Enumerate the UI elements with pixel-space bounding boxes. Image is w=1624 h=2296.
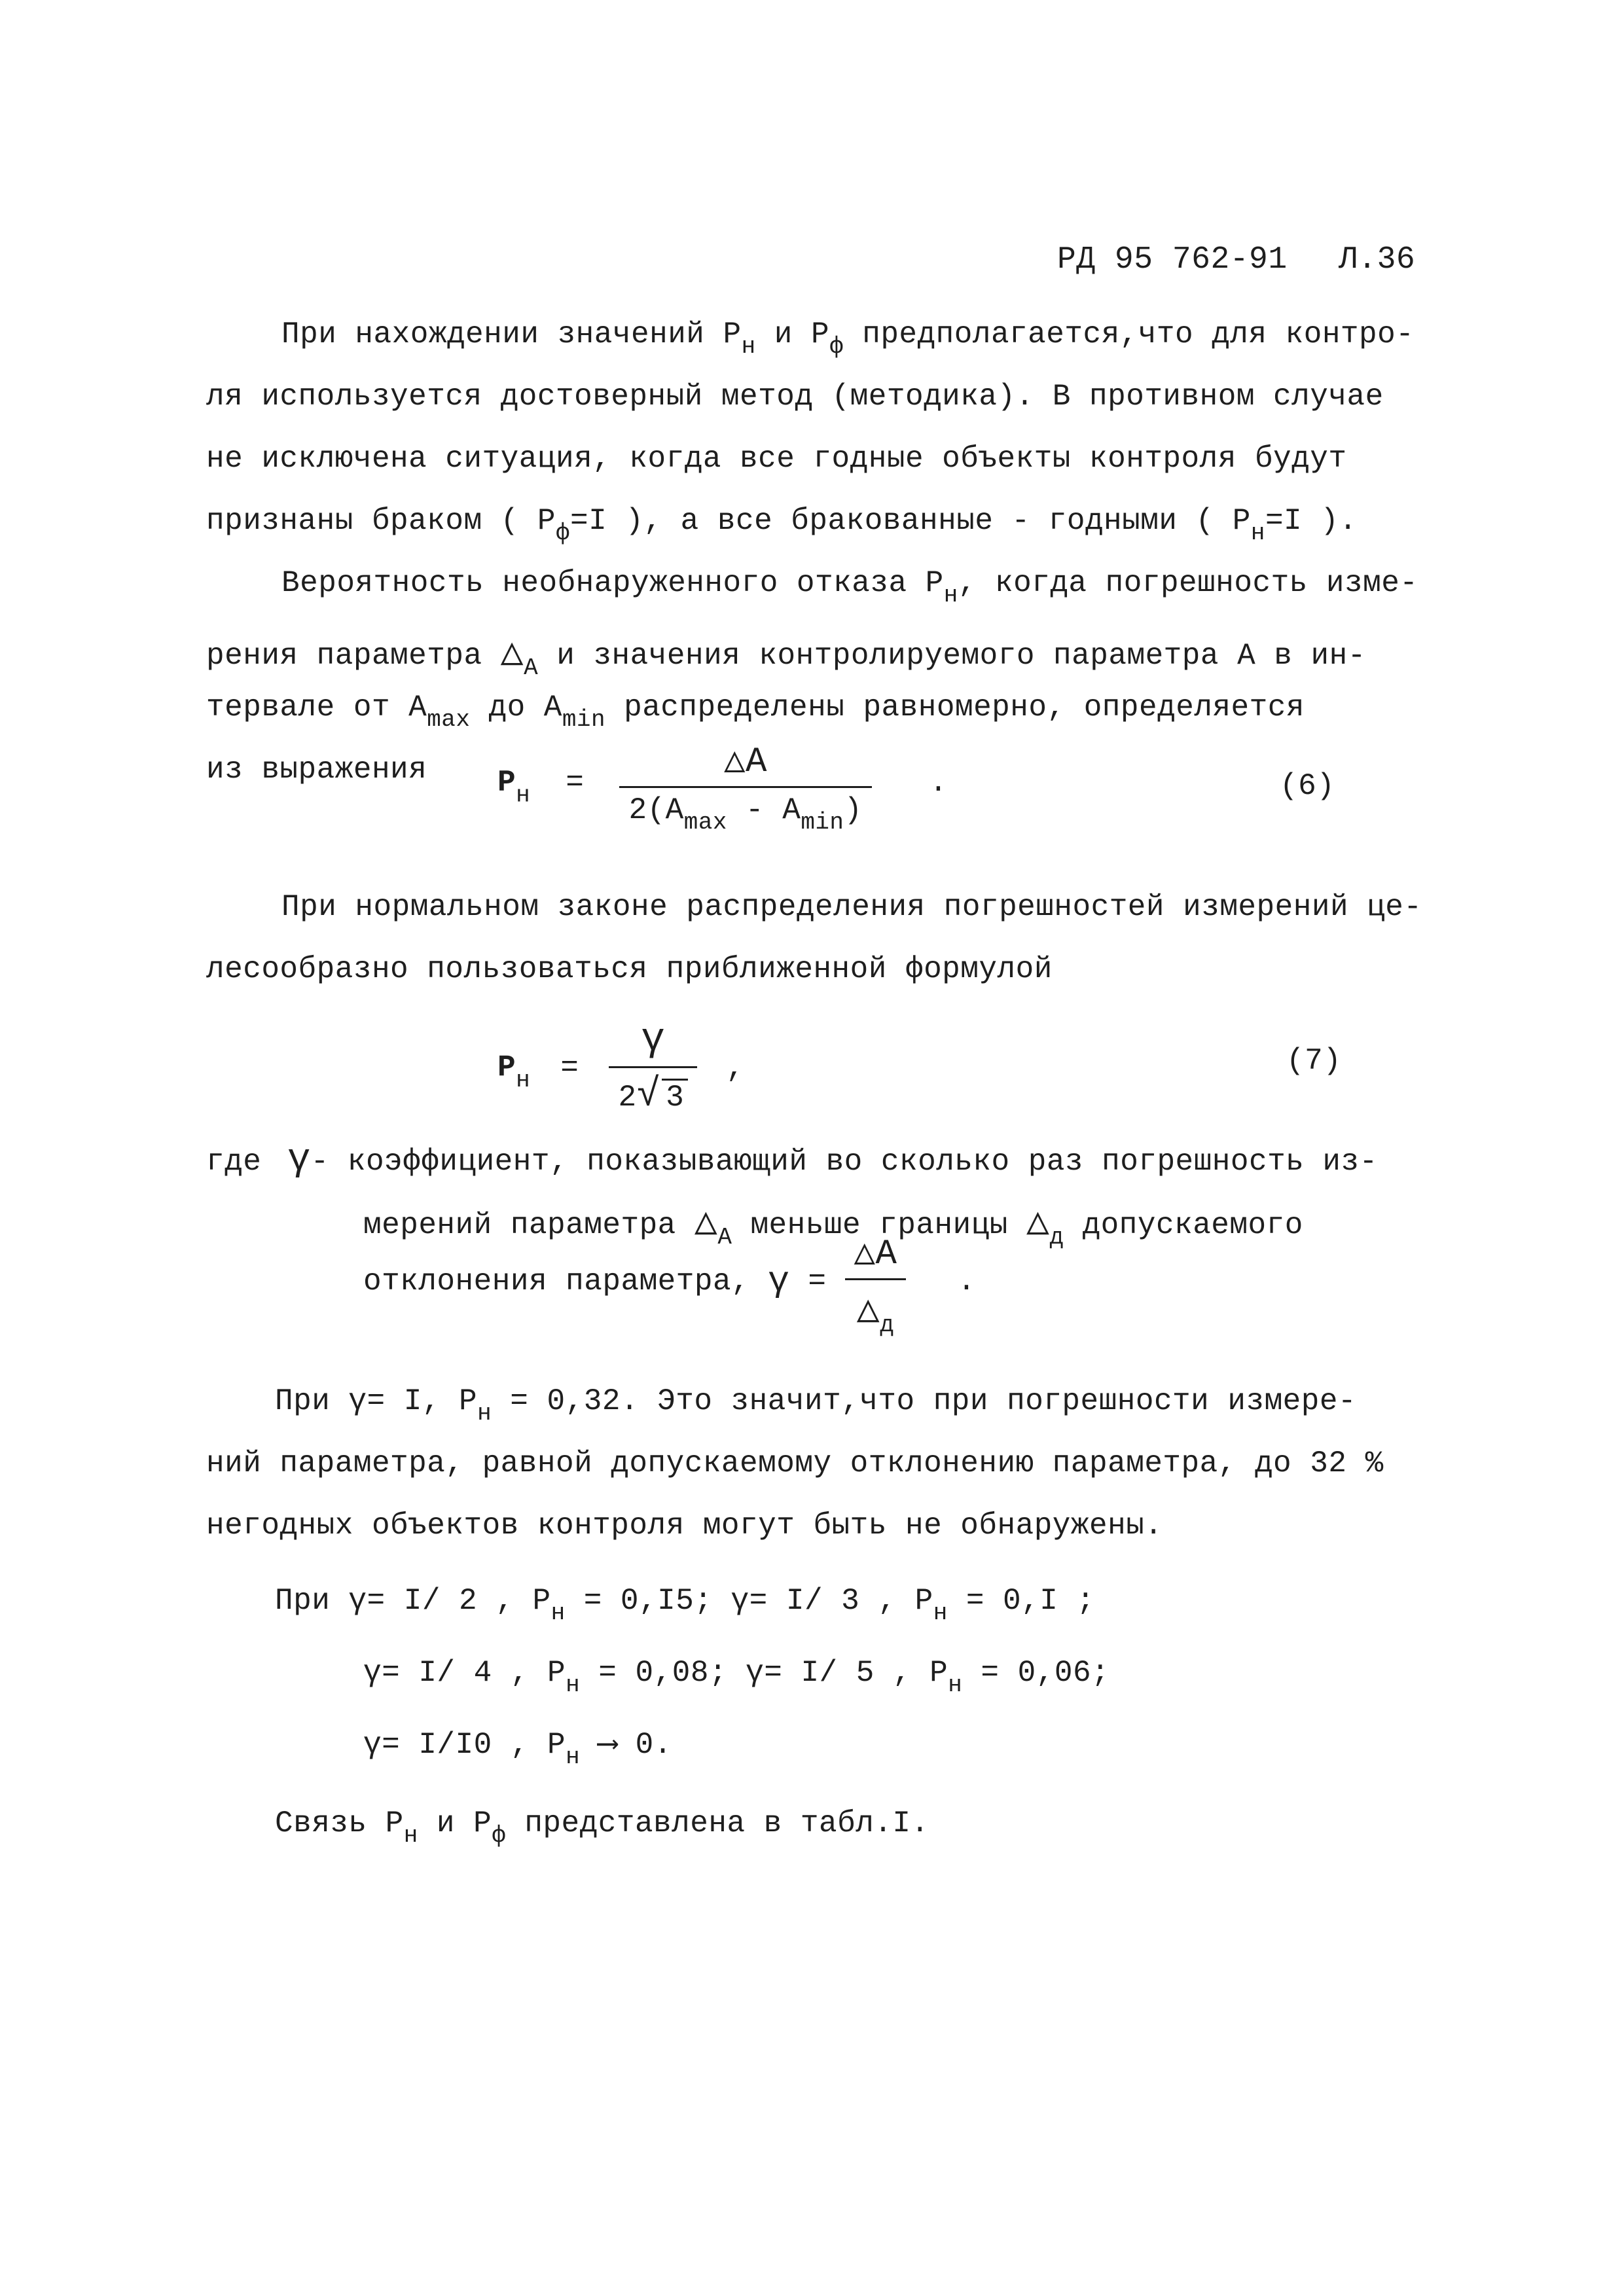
- para1-line3: не исключена ситуация, когда все годные объекты контроля будут: [206, 442, 1347, 476]
- para2-line4: из выражения: [206, 753, 427, 787]
- para4-line3: негодных объектов контроля могут быть не обнаружены.: [206, 1509, 1163, 1543]
- values-row-1: При γ= I/ 2 , $Р_н = 0,I5$; γ= I/ 3 , $Р_н = 0,I$ ;: [275, 1584, 1095, 1627]
- para2-line3: тервале от $А_{max}$ до $А_{min}$ распределены равномерно, определяется: [206, 691, 1305, 734]
- para3-line1: При нормальном законе распределения погрешностей измерений це-: [281, 890, 1422, 924]
- para3-line2: лесообразно пользоваться приближенной формулой: [206, 952, 1053, 986]
- values-row-3: γ= I/I0 , $Р_н$ ⟶ 0.: [363, 1728, 672, 1771]
- document-id: РД 95 762-91: [1057, 242, 1288, 278]
- para4-line2: ний параметра, равной допускаемому отклонению параметра, до 32 %: [206, 1446, 1384, 1480]
- equation-7-label: (7): [1286, 1044, 1342, 1078]
- sheet-number: Л.36: [1339, 242, 1416, 278]
- gamma-fraction: $\frac{\triangle А}{\triangle_д}$: [845, 1230, 907, 1333]
- para1-line2: ля используется достоверный метод (методика). В противном случае: [206, 380, 1384, 414]
- where-line1: где γ- коэффициент, показывающий во сколько раз погрешность из-: [206, 1139, 1378, 1181]
- para1-line1: При нахождении значений $Р_н$ и $Р_ф$ предполагается,что для контро-: [281, 317, 1415, 361]
- closing-line: Связь $Р_н$ и $Р_ф$ представлена в табл.I.: [275, 1806, 929, 1850]
- where-line2: мерений параметра $\triangle_А$ меньше границы $\triangle_д$ допускаемого: [363, 1202, 1303, 1251]
- para2-line2: рения параметра $\triangle_А$ и значения контролируемого параметра А в ин-: [206, 633, 1366, 682]
- equation-7-fraction: $\frac{\gamma}{2√ 3}$: [609, 1018, 697, 1118]
- values-row-2: γ= I/ 4 , $Р_н = 0,08$; γ= I/ 5 , $Р_н = 0,06$;: [363, 1656, 1110, 1699]
- equation-7: $Р_н$ = $\frac{\gamma}{2√ 3}$ ,: [497, 1018, 745, 1118]
- para4-line1: При γ= I, $Р_н = 0,32$. Это значит,что при погрешности измере-: [275, 1384, 1357, 1427]
- equation-6: $Р_н$ = $\frac{\triangle А}{2(А_{max} - А_{min})}$ .: [497, 738, 948, 827]
- equation-6-fraction: $\frac{\triangle А}{2(А_{max} - А_{min})}$: [619, 738, 871, 827]
- equation-6-label: (6): [1280, 769, 1335, 803]
- para2-line1: Вероятность необнаруженного отказа $Р_н$, когда погрешность изме-: [281, 566, 1418, 609]
- where-line3: отклонения параметра, γ = $\frac{\triangle А}{\triangle_д}$ .: [363, 1230, 976, 1333]
- para1-line4: признаны браком ( $Р_ф=I$ ), а все бракованные - годными ( $Р_н=I$ ).: [206, 504, 1358, 547]
